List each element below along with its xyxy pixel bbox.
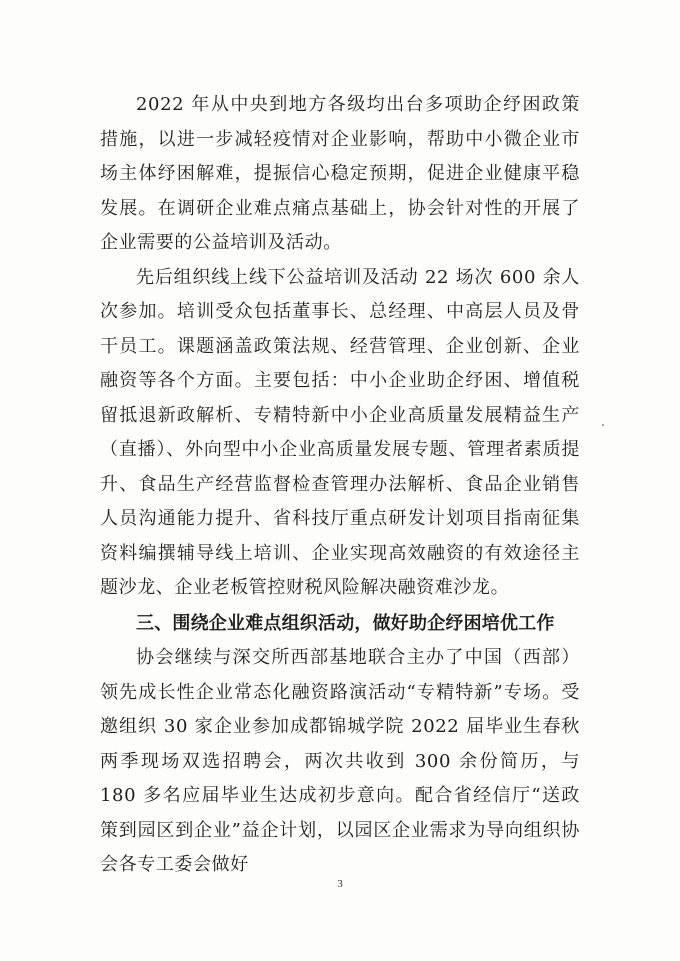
scan-speck: [602, 424, 604, 426]
paragraph-section-activities: 协会继续与深交所西部基地联合主办了中国（西部）领先成长性企业常态化融资路演活动“专精特新”专场。受邀组织 30 家企业参加成都锦城学院 2022 届毕业生春秋两季现场双选招聘会，两次共收到 300 余份简历，与 180 多名应届毕业生达成初步意向。配合省经信厅“送政策到园区到企业”益企计划，以园区企业需求为导向组织协会各专工委会做好: [100, 647, 580, 875]
paragraph-policy-intro: 2022 年从中央到地方各级均出台多项助企纾困政策措施，以进一步减轻疫情对企业影响，帮助中小微企业市场主体纾困解难，提振信心稳定预期，促进企业健康平稳发展。在调研企业难点痛点基础上，协会针对性的开展了企业需要的公益培训及活动。: [100, 94, 580, 253]
paragraph-training-summary: 先后组织线上线下公益培训及活动 22 场次 600 余人次参加。培训受众包括董事长、总经理、中高层人员及骨干员工。课题涵盖政策法规、经营管理、企业创新、企业融资等各个方面。主要包括：中小企业助企纾困、增值税留抵退新政解析、专精特新中小企业高质量发展精益生产（直播）、外向型中小企业高质量发展专题、管理者素质提升、食品生产经营监督检查管理办法解析、食品企业销售人员沟通能力提升、省科技厅重点研发计划项目指南征集资料编撰辅导线上培训、企业实现高效融资的有效途径主题沙龙、企业老板管控财税风险解决融资难沙龙。: [100, 266, 580, 598]
page-number: 3: [337, 878, 343, 890]
section-heading: 三、围绕企业难点组织活动，做好助企纾困培优工作: [136, 612, 555, 634]
document-body: [100, 88, 580, 883]
